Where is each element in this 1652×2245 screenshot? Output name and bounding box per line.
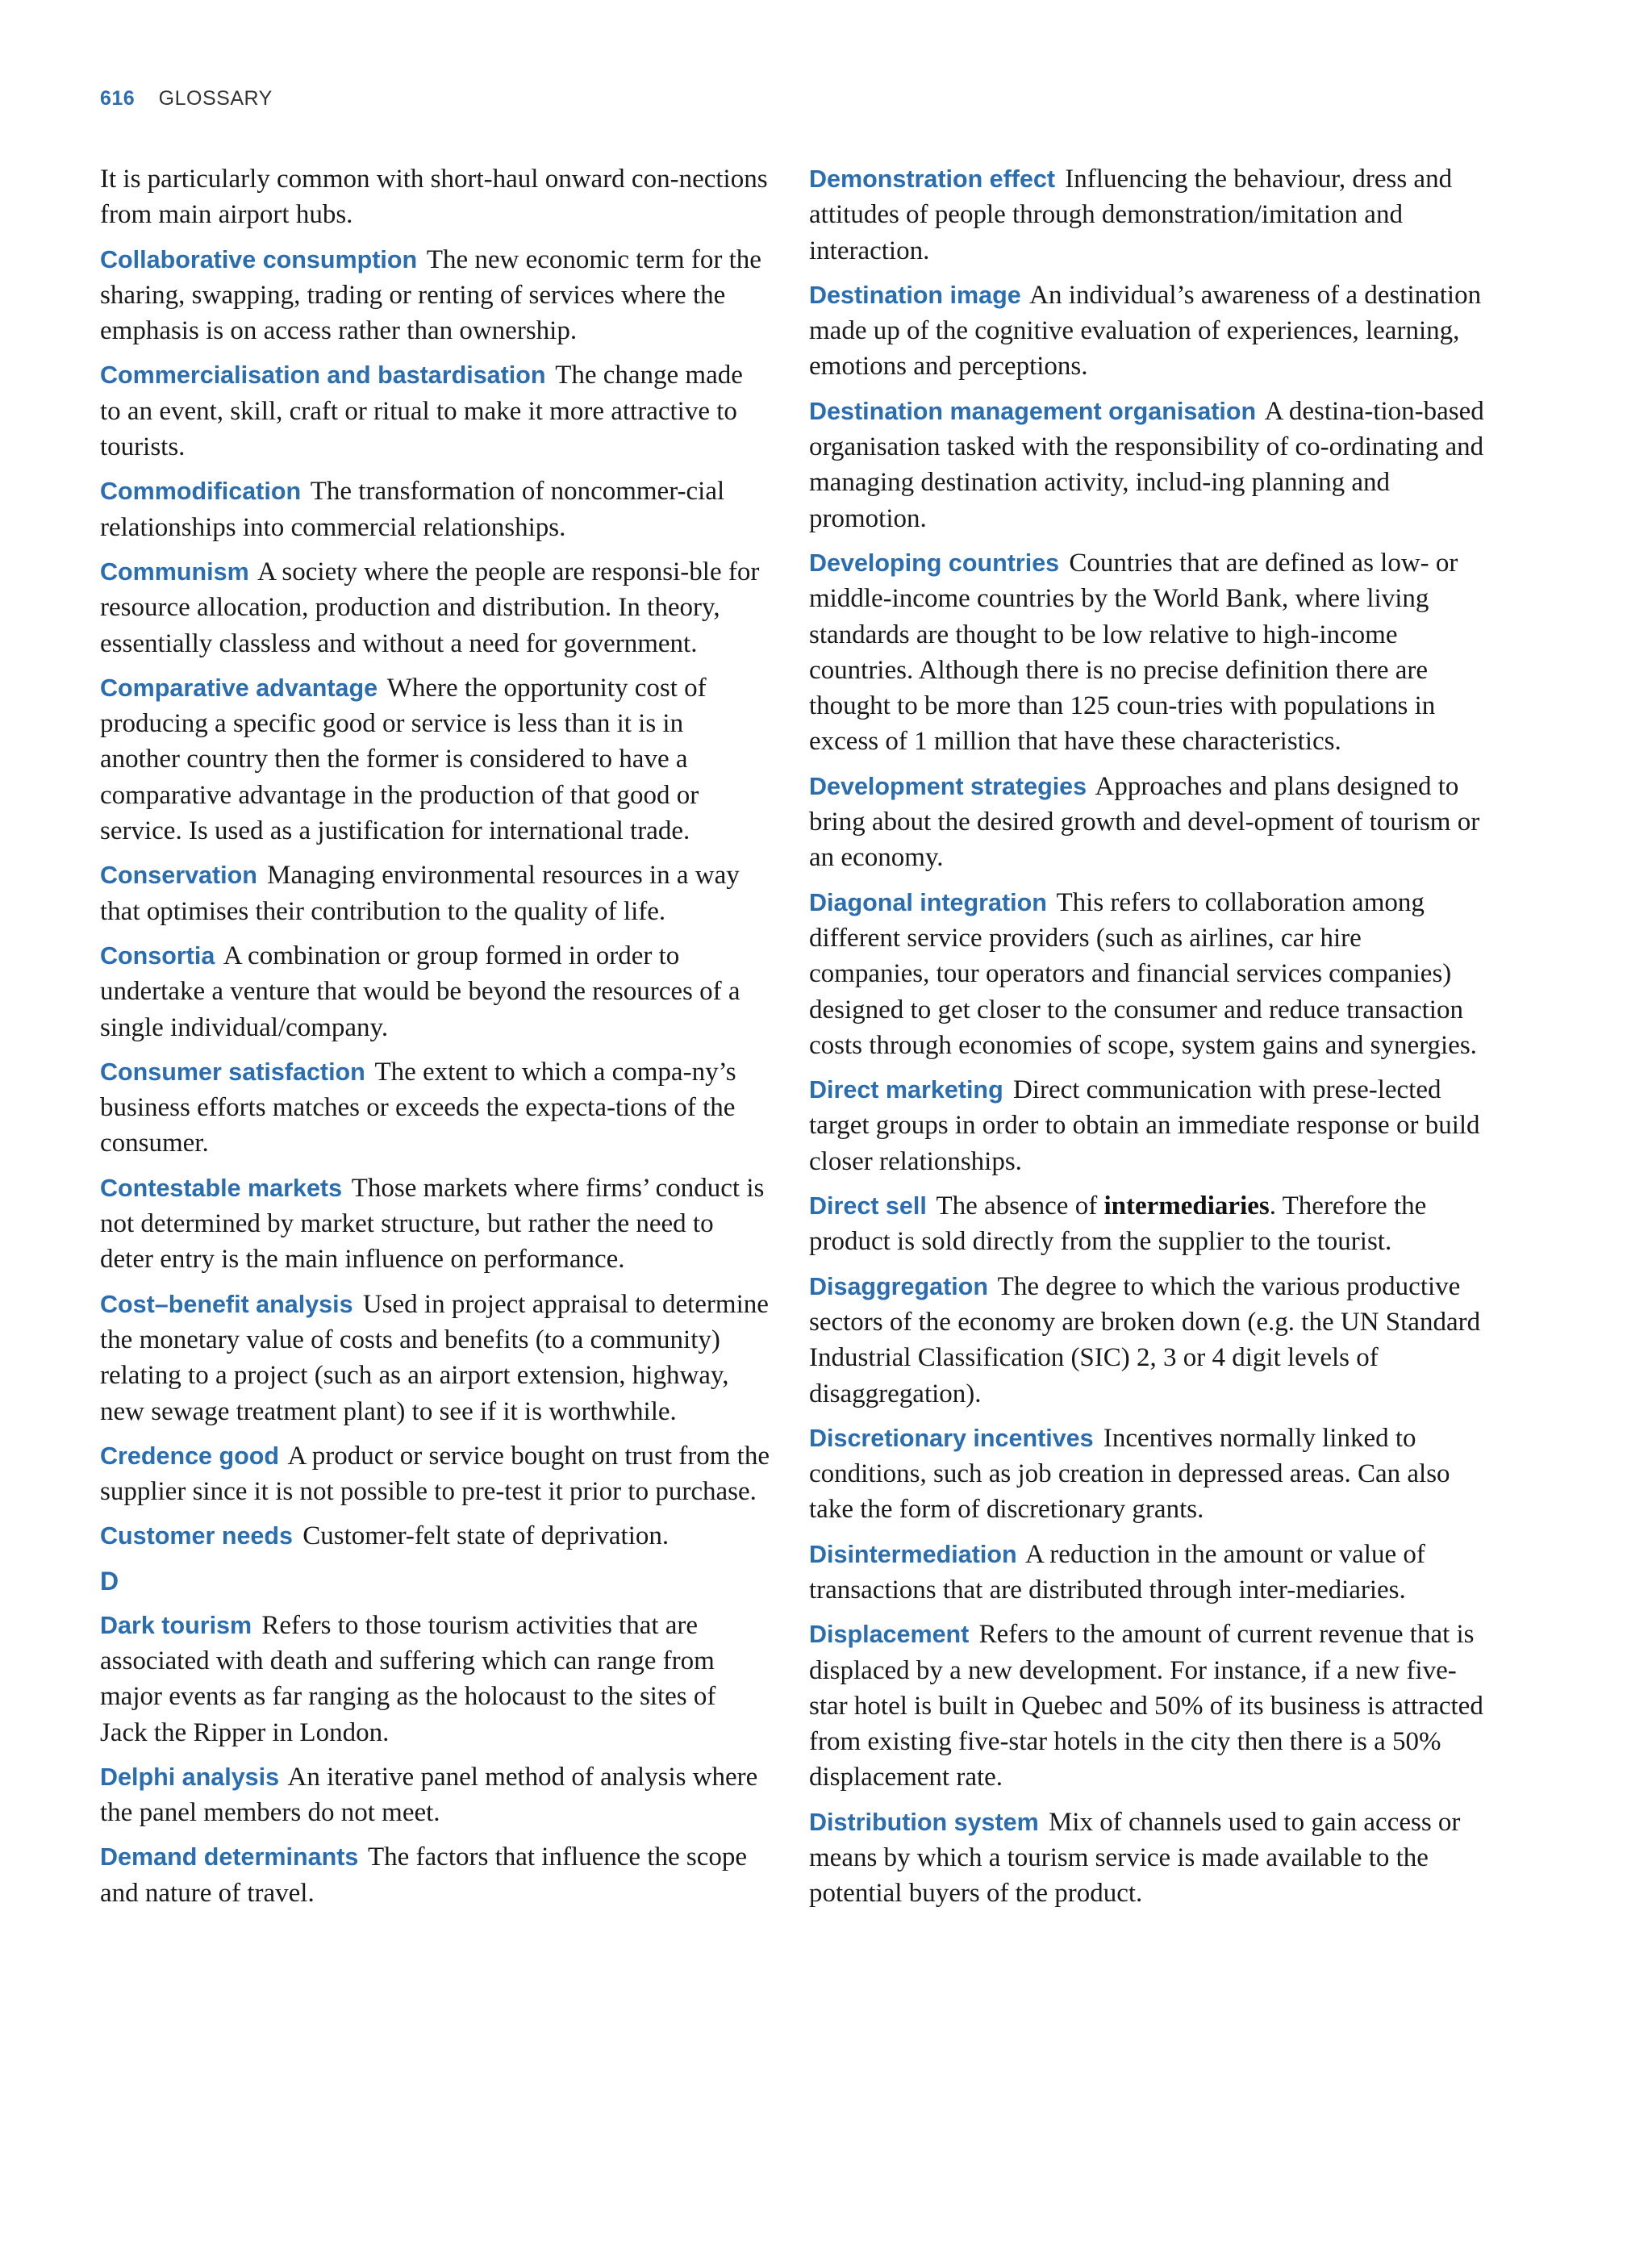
glossary-definition: The degree to which the various productive sectors of the economy are broken down (e.g. the UN Standard Industrial Classification (SIC) 2, 3 or 4 digit levels of disaggregation). [809,1271,1481,1408]
glossary-term: Collaborative consumption [100,245,418,273]
glossary-entry [100,1287,770,1429]
glossary-entry [809,1805,1485,1912]
glossary-entry [100,1170,770,1278]
section-title: GLOSSARY [158,87,273,110]
glossary-definition: A combination or group formed in order to undertake a venture that would be beyond the resources of a single individual/company. [100,941,740,1042]
glossary-term: Communism [100,557,249,586]
glossary-term: Demand determinants [100,1843,359,1872]
glossary-definition: Those markets where firms’ conduct is not determined by market structure, but rather the need to deter entry is the main influence on performance. [100,1173,765,1275]
continuation-text: It is particularly common with short-haul onward con-nections from main airport hubs. [100,165,768,230]
glossary-entry [809,277,1485,385]
glossary-entry [100,670,770,849]
glossary-entry [809,394,1485,536]
entry-list [100,1608,770,1911]
glossary-entry [100,474,770,545]
glossary-term: Distribution system [809,1808,1039,1836]
glossary-entry [100,1438,770,1510]
cross-reference: intermediaries [1103,1191,1270,1221]
glossary-term: Displacement [809,1621,970,1649]
glossary-term: Contestable markets [100,1174,343,1202]
glossary-definition: The factors that influence the scope and nature of travel. [100,1842,748,1908]
glossary-entry [100,1054,770,1162]
glossary-definition: Mix of channels used to gain access or means by which a tourism service is made available to the potential buyers of the product. [809,1807,1461,1909]
glossary-definition: A reduction in the amount or value of transactions that are distributed through inter-mediaries. [809,1539,1425,1604]
glossary-term: Credence good [100,1442,280,1470]
glossary-definition: Countries that are defined as low- or middle-income countries by the World Bank, where living standards are thought to be low relative to high-income countries. Although there is no precise definition there are thought to be more than 125 coun-tries with populations in excess of 1 million that have these characteristics. [809,548,1458,757]
glossary-entry [809,161,1485,269]
glossary-entry [100,242,770,349]
glossary-entry [100,1759,770,1831]
glossary-term: Direct sell [809,1192,927,1221]
glossary-term: Dark tourism [100,1611,252,1639]
glossary-definition: A society where the people are responsi-ble for resource allocation, production and distribution. In theory, essentially classless and without a need for government. [100,557,760,658]
glossary-definition: Used in project appraisal to determine the monetary value of costs and benefits (to a community) relating to a project (such as an airport extension, highway, new sewage treatment plant) to see if it is worthwhile. [100,1289,769,1426]
glossary-definition: This refers to collaboration among different service providers (such as airlines, car hire companies, tour operators and financial services companies) designed to get closer to the consumer and reduce transaction costs through economies of scope, system gains and synergies. [809,887,1477,1060]
glossary-term: Discretionary incentives [809,1424,1094,1452]
glossary-term: Direct marketing [809,1076,1003,1104]
definition-text: The absence of [936,1191,1098,1221]
glossary-definition: Refers to the amount of current revenue that is displaced by a new development. For instance, if a new five-star hotel is built in Quebec and 50% of its business is attracted from existing five-star hotels in the city then there is a 50% displacement rate. [809,1620,1483,1792]
glossary-definition: The change made to an event, skill, craft or ritual to make it more attractive to tourists. [100,361,743,462]
glossary-entry [809,1188,1485,1260]
definition-text: . Therefore the product is sold directly from the supplier to the tourist. [809,1191,1427,1257]
right-column [809,161,1485,1921]
glossary-entry [100,938,770,1045]
page-number: 616 [100,87,136,110]
glossary-definition: An iterative panel method of analysis where the panel members do not meet. [100,1762,758,1828]
glossary-term: Commodification [100,478,302,506]
entry-list [809,161,1485,1179]
glossary-term: Destination image [809,281,1021,309]
glossary-definition: An individual’s awareness of a destination made up of the cognitive evaluation of experiences, learning, emotions and perceptions. [809,280,1482,382]
glossary-entry [100,357,770,465]
letter-heading: D [100,1566,119,1596]
glossary-term: Delphi analysis [100,1763,280,1791]
glossary-term: Conservation [100,862,257,890]
glossary-term: Development strategies [809,772,1087,800]
glossary-entry [100,1608,770,1751]
glossary-term: Developing countries [809,549,1060,577]
glossary-term: Cost–benefit analysis [100,1290,353,1318]
glossary-entry [809,1537,1485,1609]
glossary-definition: Customer-felt state of deprivation. [302,1521,670,1551]
glossary-term: Consortia [100,941,215,970]
entry-list [100,242,770,1554]
entry-list [809,1269,1485,1912]
glossary-definition: Influencing the behaviour, dress and attitudes of people through demonstration/imitation and interaction. [809,165,1453,265]
glossary-term: Commercialisation and bastardisation [100,361,546,390]
glossary-term: Destination management organisation [809,397,1257,425]
glossary-entry [809,885,1485,1063]
glossary-entry [809,1421,1485,1528]
glossary-term: Disaggregation [809,1272,989,1300]
glossary-entry [809,545,1485,760]
glossary-definition: Direct communication with prese-lected target groups in order to obtain an immediate response or build closer relationships. [809,1075,1480,1176]
glossary-definition: The extent to which a compa-ny’s business efforts matches or exceeds the expecta-tions of the consumer. [100,1057,736,1158]
glossary-term: Consumer satisfaction [100,1058,365,1086]
glossary-definition: The new economic term for the sharing, swapping, trading or renting of services where the emphasis is on access rather than ownership. [100,244,761,346]
glossary-definition: A destina-tion-based organisation tasked with the responsibility of co-ordinating and managing destination activity, includ-ing planning and promotion. [809,396,1484,533]
glossary-term: Disintermediation [809,1540,1017,1568]
glossary-entry [809,769,1485,876]
glossary-entry [809,1072,1485,1179]
glossary-term: Demonstration effect [809,165,1056,193]
glossary-term: Diagonal integration [809,888,1047,916]
left-column [100,161,770,1920]
glossary-definition: Refers to those tourism activities that are associated with death and suffering which can range from major events as far ranging as the holocaust to the sites of Jack the Ripper in London. [100,1610,716,1747]
glossary-entry [809,1269,1485,1412]
glossary-definition: Incentives normally linked to conditions, such as job creation in depressed areas. Can also take the form of discretionary grants. [809,1423,1450,1525]
glossary-definition: A product or service bought on trust from the supplier since it is not possible to pre-test it prior to purchase. [100,1441,770,1507]
glossary-term: Comparative advantage [100,674,378,702]
glossary-definition: The transformation of noncommer-cial relationships into commercial relationships. [100,477,725,542]
glossary-entry [100,1518,770,1554]
glossary-entry [100,1839,770,1911]
page-header [100,87,273,111]
glossary-definition: Managing environmental resources in a way that optimises their contribution to the quality of life. [100,861,740,926]
glossary-definition: Where the opportunity cost of producing a specific good or service is less than it is in another country then the former is considered to have a comparative advantage in the production of that good or service. Is used as a justification for international trade. [100,673,707,846]
glossary-entry [100,858,770,929]
glossary-term: Customer needs [100,1522,293,1550]
glossary-definition: Approaches and plans designed to bring about the desired growth and devel-opment of tourism or an economy. [809,771,1480,873]
glossary-entry [100,554,770,661]
glossary-entry [809,1617,1485,1795]
